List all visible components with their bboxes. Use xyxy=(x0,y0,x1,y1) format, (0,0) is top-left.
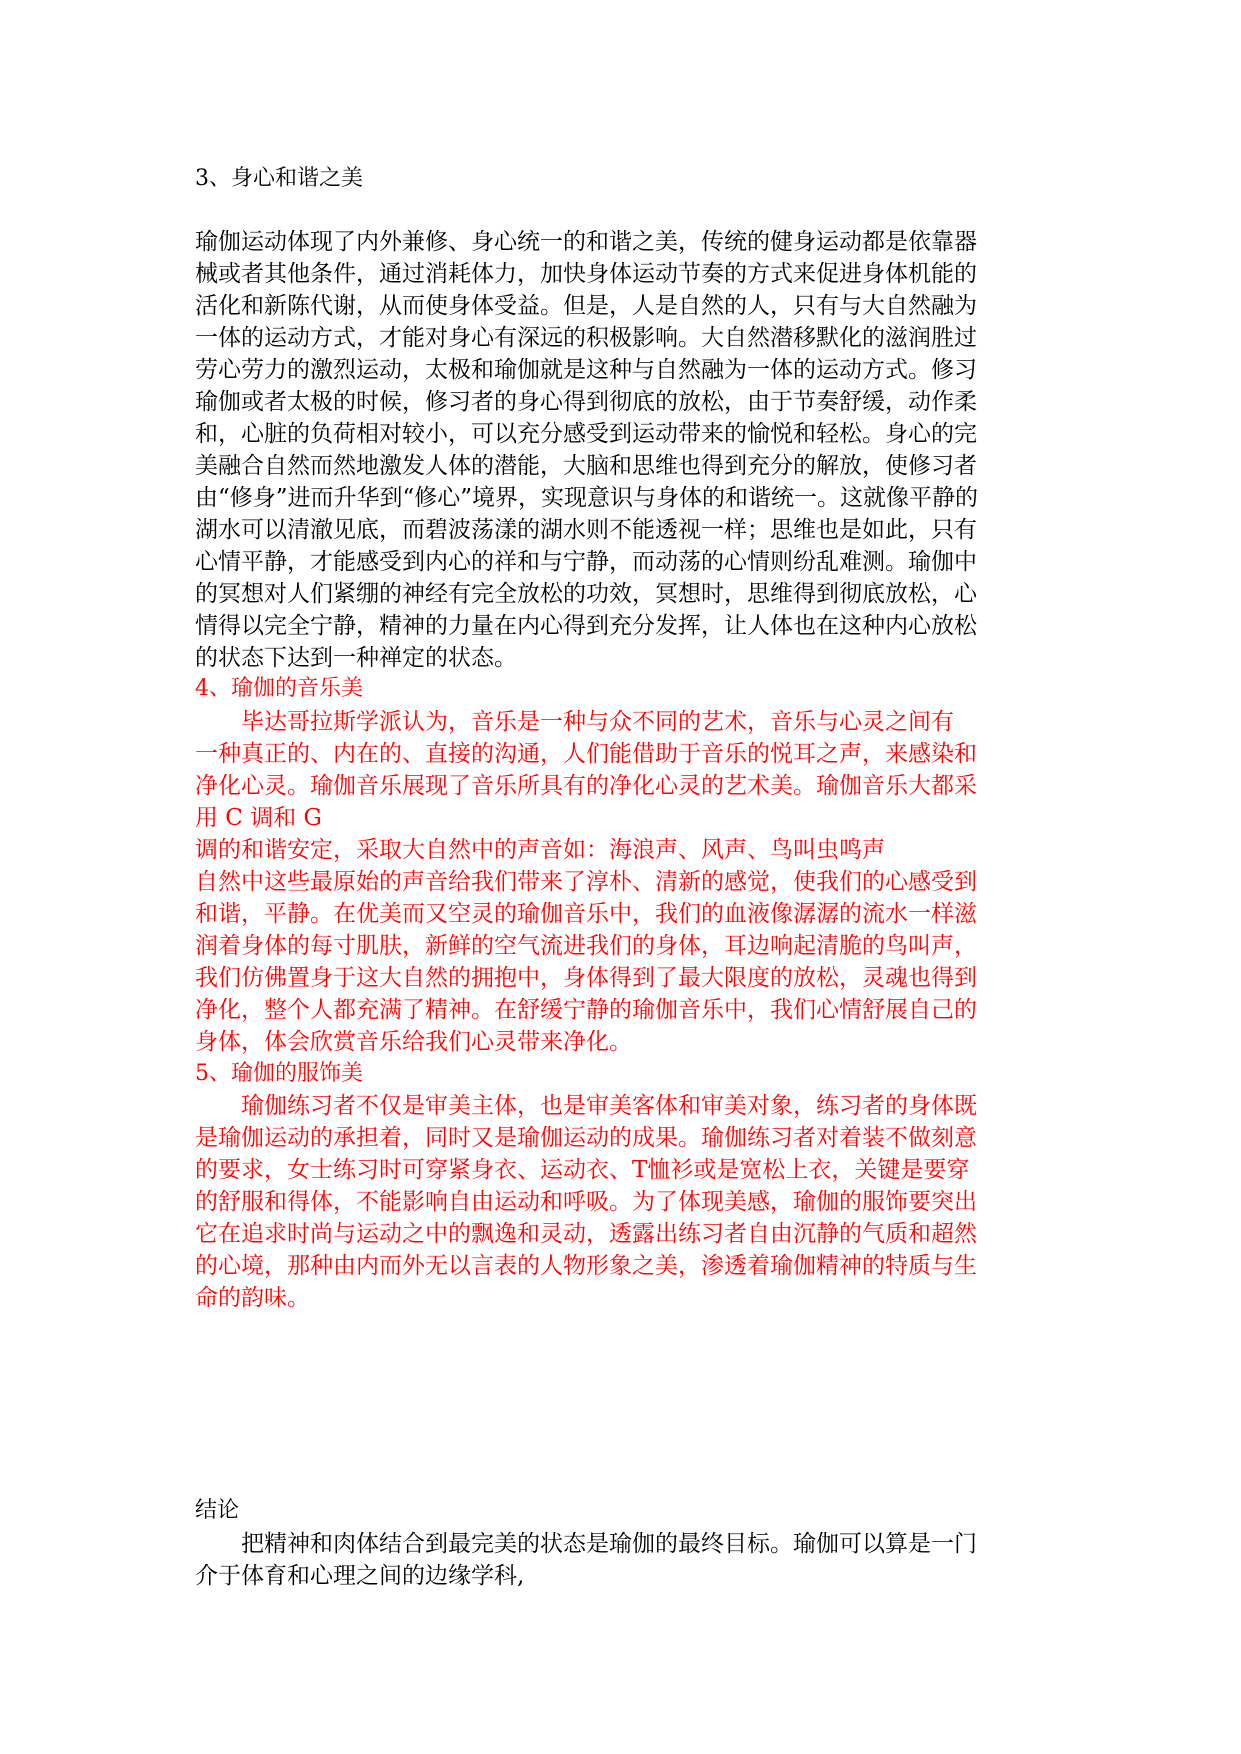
section-3-line: 由“修身”进而升华到“修心”境界，实现意识与身体的和谐统一。这就像平静的 xyxy=(195,485,979,511)
section-3-heading: 3、身心和谐之美 xyxy=(195,166,363,191)
section-5-line: 的舒服和得体，不能影响自由运动和呼吸。为了体现美感，瑜伽的服饰要突出 xyxy=(195,1189,977,1215)
conclusion-line: 把精神和肉体结合到最完美的状态是瑜伽的最终目标。瑜伽可以算是一门 xyxy=(195,1531,977,1557)
section-3-line: 瑜伽运动体现了内外兼修、身心统一的和谐之美，传统的健身运动都是依靠器 xyxy=(195,229,977,255)
conclusion-line: 介于体育和心理之间的边缘学科, xyxy=(195,1563,525,1589)
section-4-line: 润着身体的每寸肌肤，新鲜的空气流进我们的身体，耳边响起清脆的鸟叫声， xyxy=(195,933,977,959)
section-4-line: 净化，整个人都充满了精神。在舒缓宁静的瑜伽音乐中，我们心情舒展自己的 xyxy=(195,997,977,1023)
section-5-line: 命的韵味。 xyxy=(195,1285,310,1311)
section-3-line: 械或者其他条件，通过消耗体力，加快身体运动节奏的方式来促进身体机能的 xyxy=(195,261,977,287)
section-3-line: 的状态下达到一种禅定的状态。 xyxy=(195,645,517,671)
section-4-line: 我们仿佛置身于这大自然的拥抱中，身体得到了最大限度的放松，灵魂也得到 xyxy=(195,965,977,991)
section-4-line: 用 C 调和 G xyxy=(195,805,322,831)
section-3-line: 和，心脏的负荷相对较小，可以充分感受到运动带来的愉悦和轻松。身心的完 xyxy=(195,421,977,447)
section-3-line: 心情平静，才能感受到内心的祥和与宁静，而动荡的心情则纷乱难测。瑜伽中 xyxy=(195,549,977,575)
section-3-line: 劳心劳力的激烈运动，太极和瑜伽就是这种与自然融为一体的运动方式。修习 xyxy=(195,357,977,383)
section-4-line: 和谐，平静。在优美而又空灵的瑜伽音乐中，我们的血液像潺潺的流水一样滋 xyxy=(195,901,977,927)
section-3-line: 湖水可以清澈见底，而碧波荡漾的湖水则不能透视一样；思维也是如此，只有 xyxy=(195,517,977,543)
section-5-line: 是瑜伽运动的承担着，同时又是瑜伽运动的成果。瑜伽练习者对着装不做刻意 xyxy=(195,1125,977,1151)
section-3-line: 的冥想对人们紧绷的神经有完全放松的功效，冥想时，思维得到彻底放松，心 xyxy=(195,581,977,607)
section-5-line: 的心境，那种由内而外无以言表的人物形象之美，渗透着瑜伽精神的特质与生 xyxy=(195,1253,977,1279)
section-5-heading: 5、瑜伽的服饰美 xyxy=(195,1061,363,1086)
section-3-line: 一体的运动方式，才能对身心有深远的积极影响。大自然潜移默化的滋润胜过 xyxy=(195,325,977,351)
section-5-line: 的要求，女士练习时可穿紧身衣、运动衣、T恤衫或是宽松上衣，关键是要穿 xyxy=(195,1157,970,1183)
section-4-heading: 4、瑜伽的音乐美 xyxy=(195,676,363,701)
section-4-line: 毕达哥拉斯学派认为，音乐是一种与众不同的艺术，音乐与心灵之间有 xyxy=(195,709,954,735)
conclusion-heading: 结论 xyxy=(195,1498,240,1523)
section-4-line: 一种真正的、内在的、直接的沟通，人们能借助于音乐的悦耳之声，来感染和 xyxy=(195,741,977,767)
section-3-line: 瑜伽或者太极的时候，修习者的身心得到彻底的放松，由于节奏舒缓，动作柔 xyxy=(195,389,977,415)
section-4-line: 净化心灵。瑜伽音乐展现了音乐所具有的净化心灵的艺术美。瑜伽音乐大都采 xyxy=(195,773,977,799)
section-3-line: 情得以完全宁静，精神的力量在内心得到充分发挥，让人体也在这种内心放松 xyxy=(195,613,977,639)
section-5-line: 瑜伽练习者不仅是审美主体，也是审美客体和审美对象，练习者的身体既 xyxy=(195,1093,977,1119)
section-4-line: 调的和谐安定，采取大自然中的声音如：海浪声、风声、鸟叫虫鸣声 xyxy=(195,837,885,863)
section-3-line: 活化和新陈代谢，从而使身体受益。但是，人是自然的人，只有与大自然融为 xyxy=(195,293,977,319)
section-4-line: 自然中这些最原始的声音给我们带来了淳朴、清新的感觉，使我们的心感受到 xyxy=(195,869,977,895)
section-4-line: 身体，体会欣赏音乐给我们心灵带来净化。 xyxy=(195,1029,632,1055)
section-5-line: 它在追求时尚与运动之中的飘逸和灵动，透露出练习者自由沉静的气质和超然 xyxy=(195,1221,977,1247)
section-3-line: 美融合自然而然地激发人体的潜能，大脑和思维也得到充分的解放，使修习者 xyxy=(195,453,977,479)
